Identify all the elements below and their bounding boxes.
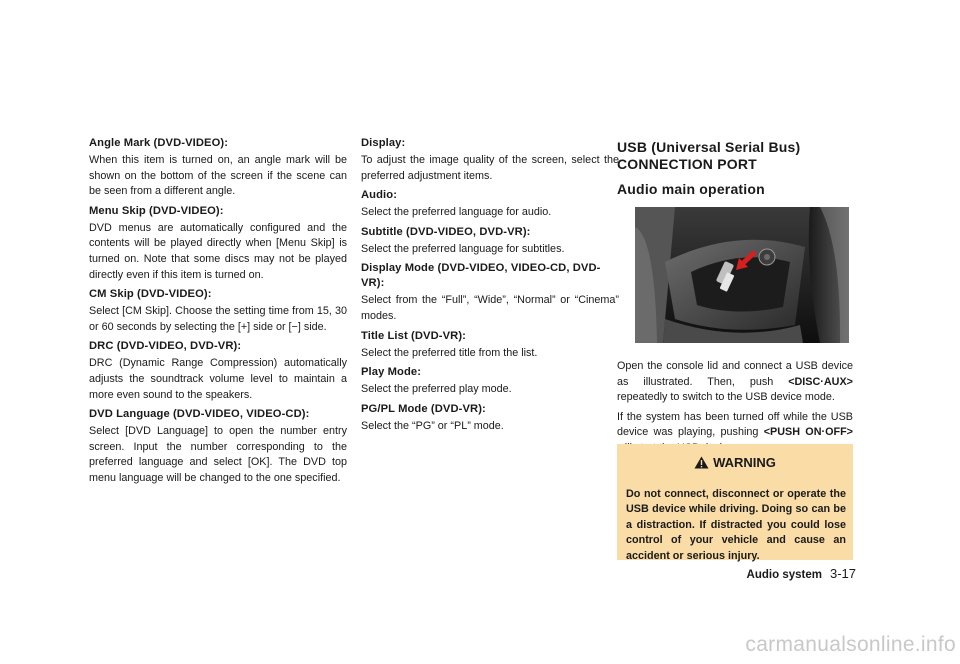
- section-heading: Subtitle (DVD-VIDEO, DVD-VR):: [361, 225, 531, 238]
- section-text: Select the “PG” or “PL” mode.: [361, 419, 504, 432]
- section-text: DVD menus are automatically configured and the contents will be played directly when [Menu Skip] is turned on. Note that some discs may not be played directly even if this item is turned on.: [89, 221, 347, 281]
- page-number: 3-17: [829, 566, 856, 581]
- section-text: To adjust the image quality of the screen, select the preferred adjustment items.: [361, 154, 619, 182]
- section-text: Select [DVD Language] to open the number entry screen. Input the number corresponding to the preferred language and select [OK]. The DVD top menu language will be changed to the one specified.: [89, 425, 347, 484]
- section-text: Select the preferred play mode.: [361, 383, 512, 396]
- warning-title: WARNING: [713, 455, 776, 470]
- usb-connect-instructions: Open the console lid and connect a USB device as illustrated. Then, push <DISC·AUX> repeatedly to switch to the USB device mode.: [617, 360, 853, 404]
- section-heading: Play Mode:: [361, 366, 422, 379]
- section-heading: Menu Skip (DVD-VIDEO):: [89, 204, 224, 217]
- section-heading: CM Skip (DVD-VIDEO):: [89, 288, 212, 301]
- section-text: Select the preferred language for audio.: [361, 206, 552, 219]
- usb-section-title: USB (Universal Serial Bus) CONNECTION PORT: [617, 139, 801, 172]
- watermark: carmanualsonline.info: [745, 633, 956, 656]
- middle-column: [361, 136, 619, 437]
- section-text: Select the preferred title from the list.: [361, 346, 538, 359]
- left-column: [89, 136, 347, 490]
- usb-resume-instructions: If the system has been turned off while the USB device was playing, pushing <PUSH ON·OFF>: [617, 410, 853, 439]
- disc-aux-button-ref: <DISC·AUX>: [788, 375, 853, 388]
- section-heading: DRC (DVD-VIDEO, DVD-VR):: [89, 340, 242, 353]
- section-heading: DVD Language (DVD-VIDEO, VIDEO-CD):: [89, 408, 310, 421]
- section-text: DRC (Dynamic Range Compression) automatically adjusts the soundtrack volume level to maintain a more even sound to the speakers.: [89, 357, 347, 401]
- section-heading: Display:: [361, 137, 406, 149]
- page-footer: [747, 566, 856, 581]
- right-column: [617, 139, 853, 457]
- usb-port-photo: [635, 207, 849, 343]
- warning-box: [617, 444, 853, 560]
- section-heading: Angle Mark (DVD-VIDEO):: [89, 137, 229, 149]
- section-heading: PG/PL Mode (DVD-VR):: [361, 402, 486, 415]
- section-text: Select from the “Full”, “Wide”, “Normal” or “Cinema” modes.: [361, 294, 619, 322]
- section-heading: Title List (DVD-VR):: [361, 329, 466, 342]
- section-heading: Display Mode (DVD-VIDEO, VIDEO-CD, DVD-VR):: [361, 262, 601, 290]
- section-text: Select [CM Skip]. Choose the setting time from 15, 30 or 60 seconds by selecting the [+] side or [−] side.: [89, 305, 347, 333]
- warning-text: Do not connect, disconnect or operate the USB device while driving. Doing so can be a distraction. If distracted you could lose control of your vehicle and cause an accident or serious injury.: [626, 488, 846, 562]
- section-text: When this item is turned on, an angle mark will be shown on the bottom of the screen if the scene can be seen from a different angle.: [89, 154, 347, 198]
- footer-section-name: Audio system: [746, 569, 822, 581]
- section-heading: Audio:: [361, 189, 398, 202]
- warning-heading: [617, 455, 853, 470]
- section-text: Select the preferred language for subtitles.: [361, 242, 565, 255]
- push-on-off-button-ref: <PUSH ON·OFF>: [763, 426, 853, 439]
- warning-triangle-icon: [694, 456, 709, 469]
- audio-main-operation-heading: Audio main operation: [617, 181, 765, 197]
